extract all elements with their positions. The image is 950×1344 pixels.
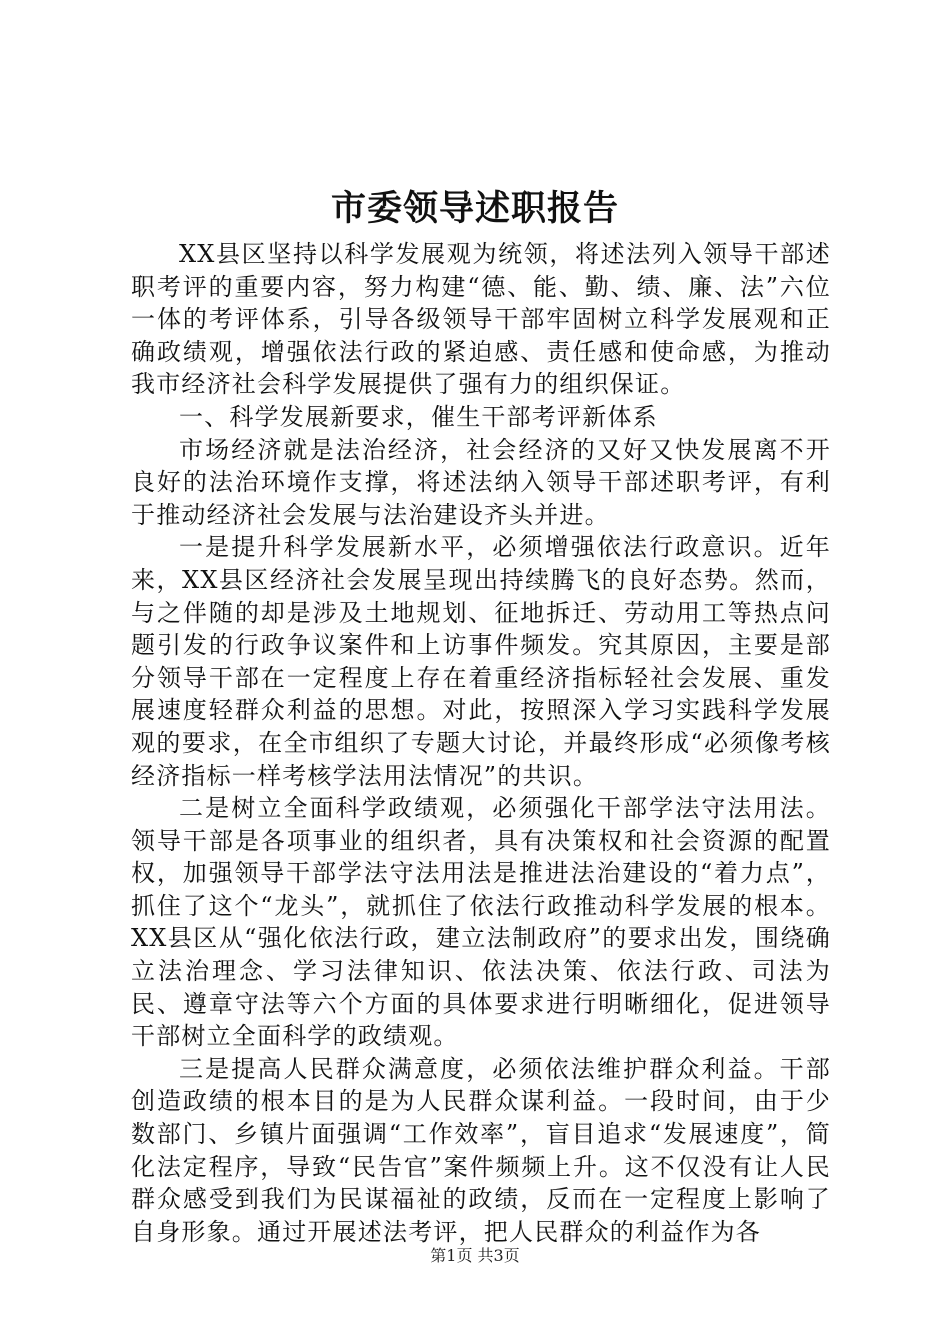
paragraph-market-economy: 市场经济就是法治经济，社会经济的又好又快发展离不开良好的法治环境作支撑，将述法纳入领导干部述职考评，有利于推动经济社会发展与法治建设齐头并进。 bbox=[131, 435, 831, 529]
paragraph-intro: XX县区坚持以科学发展观为统领，将述法列入领导干部述职考评的重要内容，努力构建“德、能、勤、绩、廉、法”六位一体的考评体系，引导各级领导干部牢固树立科学发展观和正确政绩观，增强依法行政的紧迫感、责任感和使命感，为推动我市经济社会科学发展提供了强有力的组织保证。 bbox=[131, 240, 831, 399]
page-footer: 第1页 共3页 bbox=[430, 1246, 520, 1265]
paragraph-point-2: 二是树立全面科学政绩观，必须强化干部学法守法用法。领导干部是各项事业的组织者，具有决策权和社会资源的配置权，加强领导干部学法守法用法是推进法治建设的“着力点”，抓住了这个“龙头”，就抓住了依法行政推动科学发展的根本。XX县区从“强化依法行政，建立法制政府”的要求出发，围绕确立法治理念、学习法律知识、依法决策、依法行政、司法为民、遵章守法等六个方面的具体要求进行明晰细化，促进领导干部树立全面科学的政绩观。 bbox=[131, 794, 831, 1051]
paragraph-point-3: 三是提高人民群众满意度，必须依法维护群众利益。干部创造政绩的根本目的是为人民群众谋利益。一段时间，由于少数部门、乡镇片面强调“工作效率”，盲目追求“发展速度”，简化法定程序，导致“民告官”案件频频上升。这不仅没有让人民群众感受到我们为民谋福祉的政绩，反而在一定程度上影响了自身形象。通过开展述法考评，把人民群众的利益作为各 bbox=[131, 1054, 831, 1246]
page-title: 市委领导述职报告 bbox=[330, 188, 619, 229]
section-heading-1: 一、科学发展新要求，催生干部考评新体系 bbox=[179, 402, 658, 431]
document-body bbox=[131, 238, 831, 1248]
paragraph-point-1: 一是提升科学发展新水平，必须增强依法行政意识。近年来，XX县区经济社会发展呈现出持续腾飞的良好态势。然而，与之伴随的却是涉及土地规划、征地拆迁、劳动用工等热点问题引发的行政争议案件和上访事件频发。究其原因，主要是部分领导干部在一定程度上存在着重经济指标轻社会发展、重发展速度轻群众利益的思想。对此，按照深入学习实践科学发展观的要求，在全市组织了专题大讨论，并最终形成“必须像考核经济指标一样考核学法用法情况”的共识。 bbox=[131, 533, 831, 790]
